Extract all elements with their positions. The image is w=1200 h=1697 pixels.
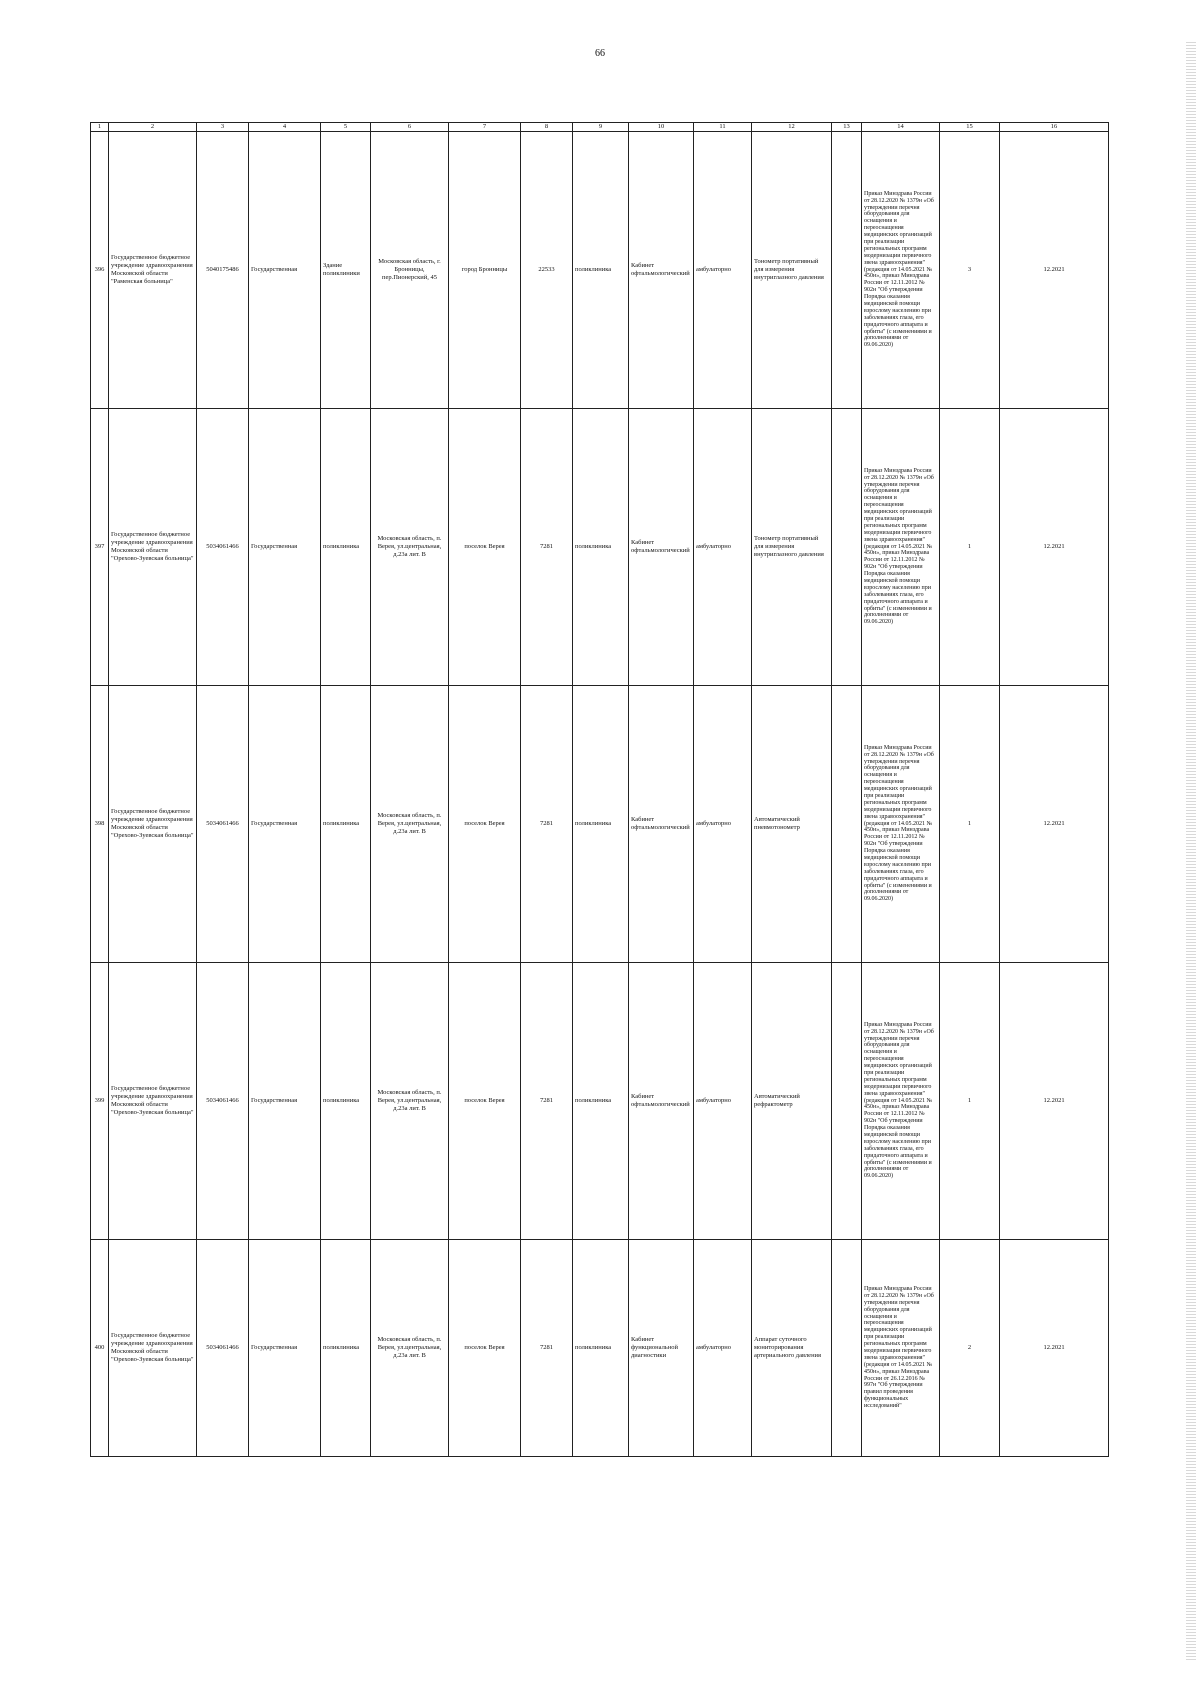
- table-row: [91, 1240, 1109, 1457]
- organization-name-cell: Государственное бюджетное учреждение здравоохранения Московской области "Орехово-Зуевская больница": [109, 409, 197, 686]
- inn-cell: 5040175486: [197, 132, 249, 409]
- delivery-date-cell: 12.2021: [1000, 132, 1109, 409]
- page-number: 66: [595, 48, 605, 59]
- delivery-date-cell: 12.2021: [1000, 1240, 1109, 1457]
- column-header-4: 4: [249, 123, 321, 132]
- equipment-registry-table: [90, 122, 1109, 1457]
- column-header-10: 10: [629, 123, 694, 132]
- table-row: [91, 409, 1109, 686]
- quantity-cell: 1: [940, 409, 1000, 686]
- ownership-form-cell: Государственная: [249, 963, 321, 1240]
- address-cell: Московская область, п. Верея, ул.центральная, д.23а лит. В: [371, 963, 449, 1240]
- quantity-cell: 1: [940, 686, 1000, 963]
- subdivision-cell: поликлиника: [573, 409, 629, 686]
- column-header-16: 16: [1000, 123, 1109, 132]
- equipment-name-cell: Тонометр портативный для измерения внутриглазного давления: [752, 409, 832, 686]
- cabinet-cell: Кабинет офтальмологический: [629, 409, 694, 686]
- column-13-cell: [832, 409, 862, 686]
- locality-cell: поселок Верея: [449, 686, 521, 963]
- locality-cell: поселок Верея: [449, 1240, 521, 1457]
- table-row: [91, 686, 1109, 963]
- care-type-cell: амбулаторно: [694, 963, 752, 1240]
- subdivision-cell: поликлиника: [573, 132, 629, 409]
- equipment-name-cell: Автоматический пневмотонометр: [752, 686, 832, 963]
- population-cell: 7281: [521, 1240, 573, 1457]
- care-type-cell: амбулаторно: [694, 409, 752, 686]
- equipment-name-cell: Тонометр портативный для измерения внутриглазного давления: [752, 132, 832, 409]
- column-header-9: 9: [573, 123, 629, 132]
- inn-cell: 5034061466: [197, 409, 249, 686]
- inn-cell: 5034061466: [197, 963, 249, 1240]
- cabinet-cell: Кабинет офтальмологический: [629, 132, 694, 409]
- ownership-form-cell: Государственная: [249, 409, 321, 686]
- cabinet-cell: Кабинет офтальмологический: [629, 686, 694, 963]
- quantity-cell: 1: [940, 963, 1000, 1240]
- population-cell: 7281: [521, 686, 573, 963]
- care-type-cell: амбулаторно: [694, 132, 752, 409]
- address-cell: Московская область, п. Верея, ул.центральная, д.23а лит. В: [371, 686, 449, 963]
- locality-cell: город Бронницы: [449, 132, 521, 409]
- row-number-cell: 400: [91, 1240, 109, 1457]
- building-type-cell: поликлиника: [321, 1240, 371, 1457]
- organization-name-cell: Государственное бюджетное учреждение здравоохранения Московской области "Орехово-Зуевская больница": [109, 686, 197, 963]
- row-number-cell: 398: [91, 686, 109, 963]
- regulatory-order-cell: Приказ Минздрава России от 28.12.2020 № 1379н «Об утверждении перечня оборудования для оснащения и переоснащения медицинских организаций при реализации региональных программ модернизации первичного звена здравоохранения"(редакция от 14.05.2021 № 450н», приказ Минздрава России от 12.11.2012 № 902н "Об утверждении Порядка оказания медицинской помощи взрослому населению при заболеваниях глаза, его придаточного аппарата и орбиты" (с изменениями и дополнениями от 09.06.2020): [862, 409, 940, 686]
- column-header-6: 6: [371, 123, 449, 132]
- address-cell: Московская область, п. Верея, ул.центральная, д.23а лит. В: [371, 409, 449, 686]
- column-header-14: 14: [862, 123, 940, 132]
- building-type-cell: поликлиника: [321, 686, 371, 963]
- column-header-8: 8: [521, 123, 573, 132]
- column-13-cell: [832, 1240, 862, 1457]
- building-type-cell: Здание поликлиники: [321, 132, 371, 409]
- row-number-cell: 397: [91, 409, 109, 686]
- ownership-form-cell: Государственная: [249, 686, 321, 963]
- cabinet-cell: Кабинет офтальмологический: [629, 963, 694, 1240]
- column-header-11: 11: [694, 123, 752, 132]
- ownership-form-cell: Государственная: [249, 132, 321, 409]
- organization-name-cell: Государственное бюджетное учреждение здравоохранения Московской области "Раменская больница": [109, 132, 197, 409]
- ownership-form-cell: Государственная: [249, 1240, 321, 1457]
- delivery-date-cell: 12.2021: [1000, 963, 1109, 1240]
- address-cell: Московская область, п. Верея, ул.центральная, д.23а лит. В: [371, 1240, 449, 1457]
- cabinet-cell: Кабинет функциональной диагностики: [629, 1240, 694, 1457]
- locality-cell: поселок Верея: [449, 963, 521, 1240]
- column-header-2: 2: [109, 123, 197, 132]
- regulatory-order-cell: Приказ Минздрава России от 28.12.2020 № 1379н «Об утверждении перечня оборудования для оснащения и переоснащения медицинских организаций при реализации региональных программ модернизации первичного звена здравоохранения"(редакция от 14.05.2021 № 450н», приказ Минздрава России от 12.11.2012 № 902н "Об утверждении Порядка оказания медицинской помощи взрослому населению при заболеваниях глаза, его придаточного аппарата и орбиты" (с изменениями и дополнениями от 09.06.2020): [862, 686, 940, 963]
- equipment-name-cell: Автоматический рефрактометр: [752, 963, 832, 1240]
- organization-name-cell: Государственное бюджетное учреждение здравоохранения Московской области "Орехово-Зуевская больница": [109, 963, 197, 1240]
- column-header-15: 15: [940, 123, 1000, 132]
- table-row: [91, 963, 1109, 1240]
- care-type-cell: амбулаторно: [694, 1240, 752, 1457]
- quantity-cell: 3: [940, 132, 1000, 409]
- population-cell: 7281: [521, 409, 573, 686]
- building-type-cell: поликлиника: [321, 409, 371, 686]
- address-cell: Московская область, г. Бронницы, пер.Пионерский, 45: [371, 132, 449, 409]
- regulatory-order-cell: Приказ Минздрава России от 28.12.2020 № 1379н «Об утверждении перечня оборудования для оснащения и переоснащения медицинских организаций при реализации региональных программ модернизации первичного звена здравоохранения"(редакция от 14.05.2021 № 450н», приказ Минздрава России от 12.11.2012 № 902н "Об утверждении Порядка оказания медицинской помощи взрослому населению при заболеваниях глаза, его придаточного аппарата и орбиты" (с изменениями и дополнениями от 09.06.2020): [862, 132, 940, 409]
- column-header-5: 5: [321, 123, 371, 132]
- inn-cell: 5034061466: [197, 686, 249, 963]
- column-header-7: 7: [449, 123, 521, 132]
- quantity-cell: 2: [940, 1240, 1000, 1457]
- row-number-cell: 399: [91, 963, 109, 1240]
- building-type-cell: поликлиника: [321, 963, 371, 1240]
- table-row: [91, 132, 1109, 409]
- subdivision-cell: поликлиника: [573, 686, 629, 963]
- subdivision-cell: поликлиника: [573, 1240, 629, 1457]
- column-13-cell: [832, 963, 862, 1240]
- care-type-cell: амбулаторно: [694, 686, 752, 963]
- organization-name-cell: Государственное бюджетное учреждение здравоохранения Московской области "Орехово-Зуевская больница": [109, 1240, 197, 1457]
- scan-edge-strip: [1186, 40, 1196, 1660]
- delivery-date-cell: 12.2021: [1000, 409, 1109, 686]
- population-cell: 22533: [521, 132, 573, 409]
- subdivision-cell: поликлиника: [573, 963, 629, 1240]
- column-13-cell: [832, 132, 862, 409]
- column-header-12: 12: [752, 123, 832, 132]
- regulatory-order-cell: Приказ Минздрава России от 28.12.2020 № 1379н «Об утверждении перечня оборудования для оснащения и переоснащения медицинских организаций при реализации региональных программ модернизации первичного звена здравоохранения"(редакция от 14.05.2021 № 450н», приказ Минздрава России от 12.11.2012 № 902н "Об утверждении Порядка оказания медицинской помощи взрослому населению при заболеваниях глаза, его придаточного аппарата и орбиты" (с изменениями и дополнениями от 09.06.2020): [862, 963, 940, 1240]
- population-cell: 7281: [521, 963, 573, 1240]
- delivery-date-cell: 12.2021: [1000, 686, 1109, 963]
- inn-cell: 5034061466: [197, 1240, 249, 1457]
- column-header-13: 13: [832, 123, 862, 132]
- locality-cell: поселок Верея: [449, 409, 521, 686]
- regulatory-order-cell: Приказ Минздрава России от 28.12.2020 № 1379н «Об утверждении перечня оборудования для оснащения и переоснащения медицинских организаций при реализации региональных программ модернизации первичного звена здравоохранения"(редакция от 14.05.2021 № 450н», приказ Минздрава России от 26.12.2016 № 997н "Об утверждении правил проведения функциональных исследований": [862, 1240, 940, 1457]
- row-number-cell: 396: [91, 132, 109, 409]
- column-header-3: 3: [197, 123, 249, 132]
- column-header-1: 1: [91, 123, 109, 132]
- equipment-name-cell: Аппарат суточного мониторирования артериального давления: [752, 1240, 832, 1457]
- column-number-header: [91, 123, 1109, 132]
- column-13-cell: [832, 686, 862, 963]
